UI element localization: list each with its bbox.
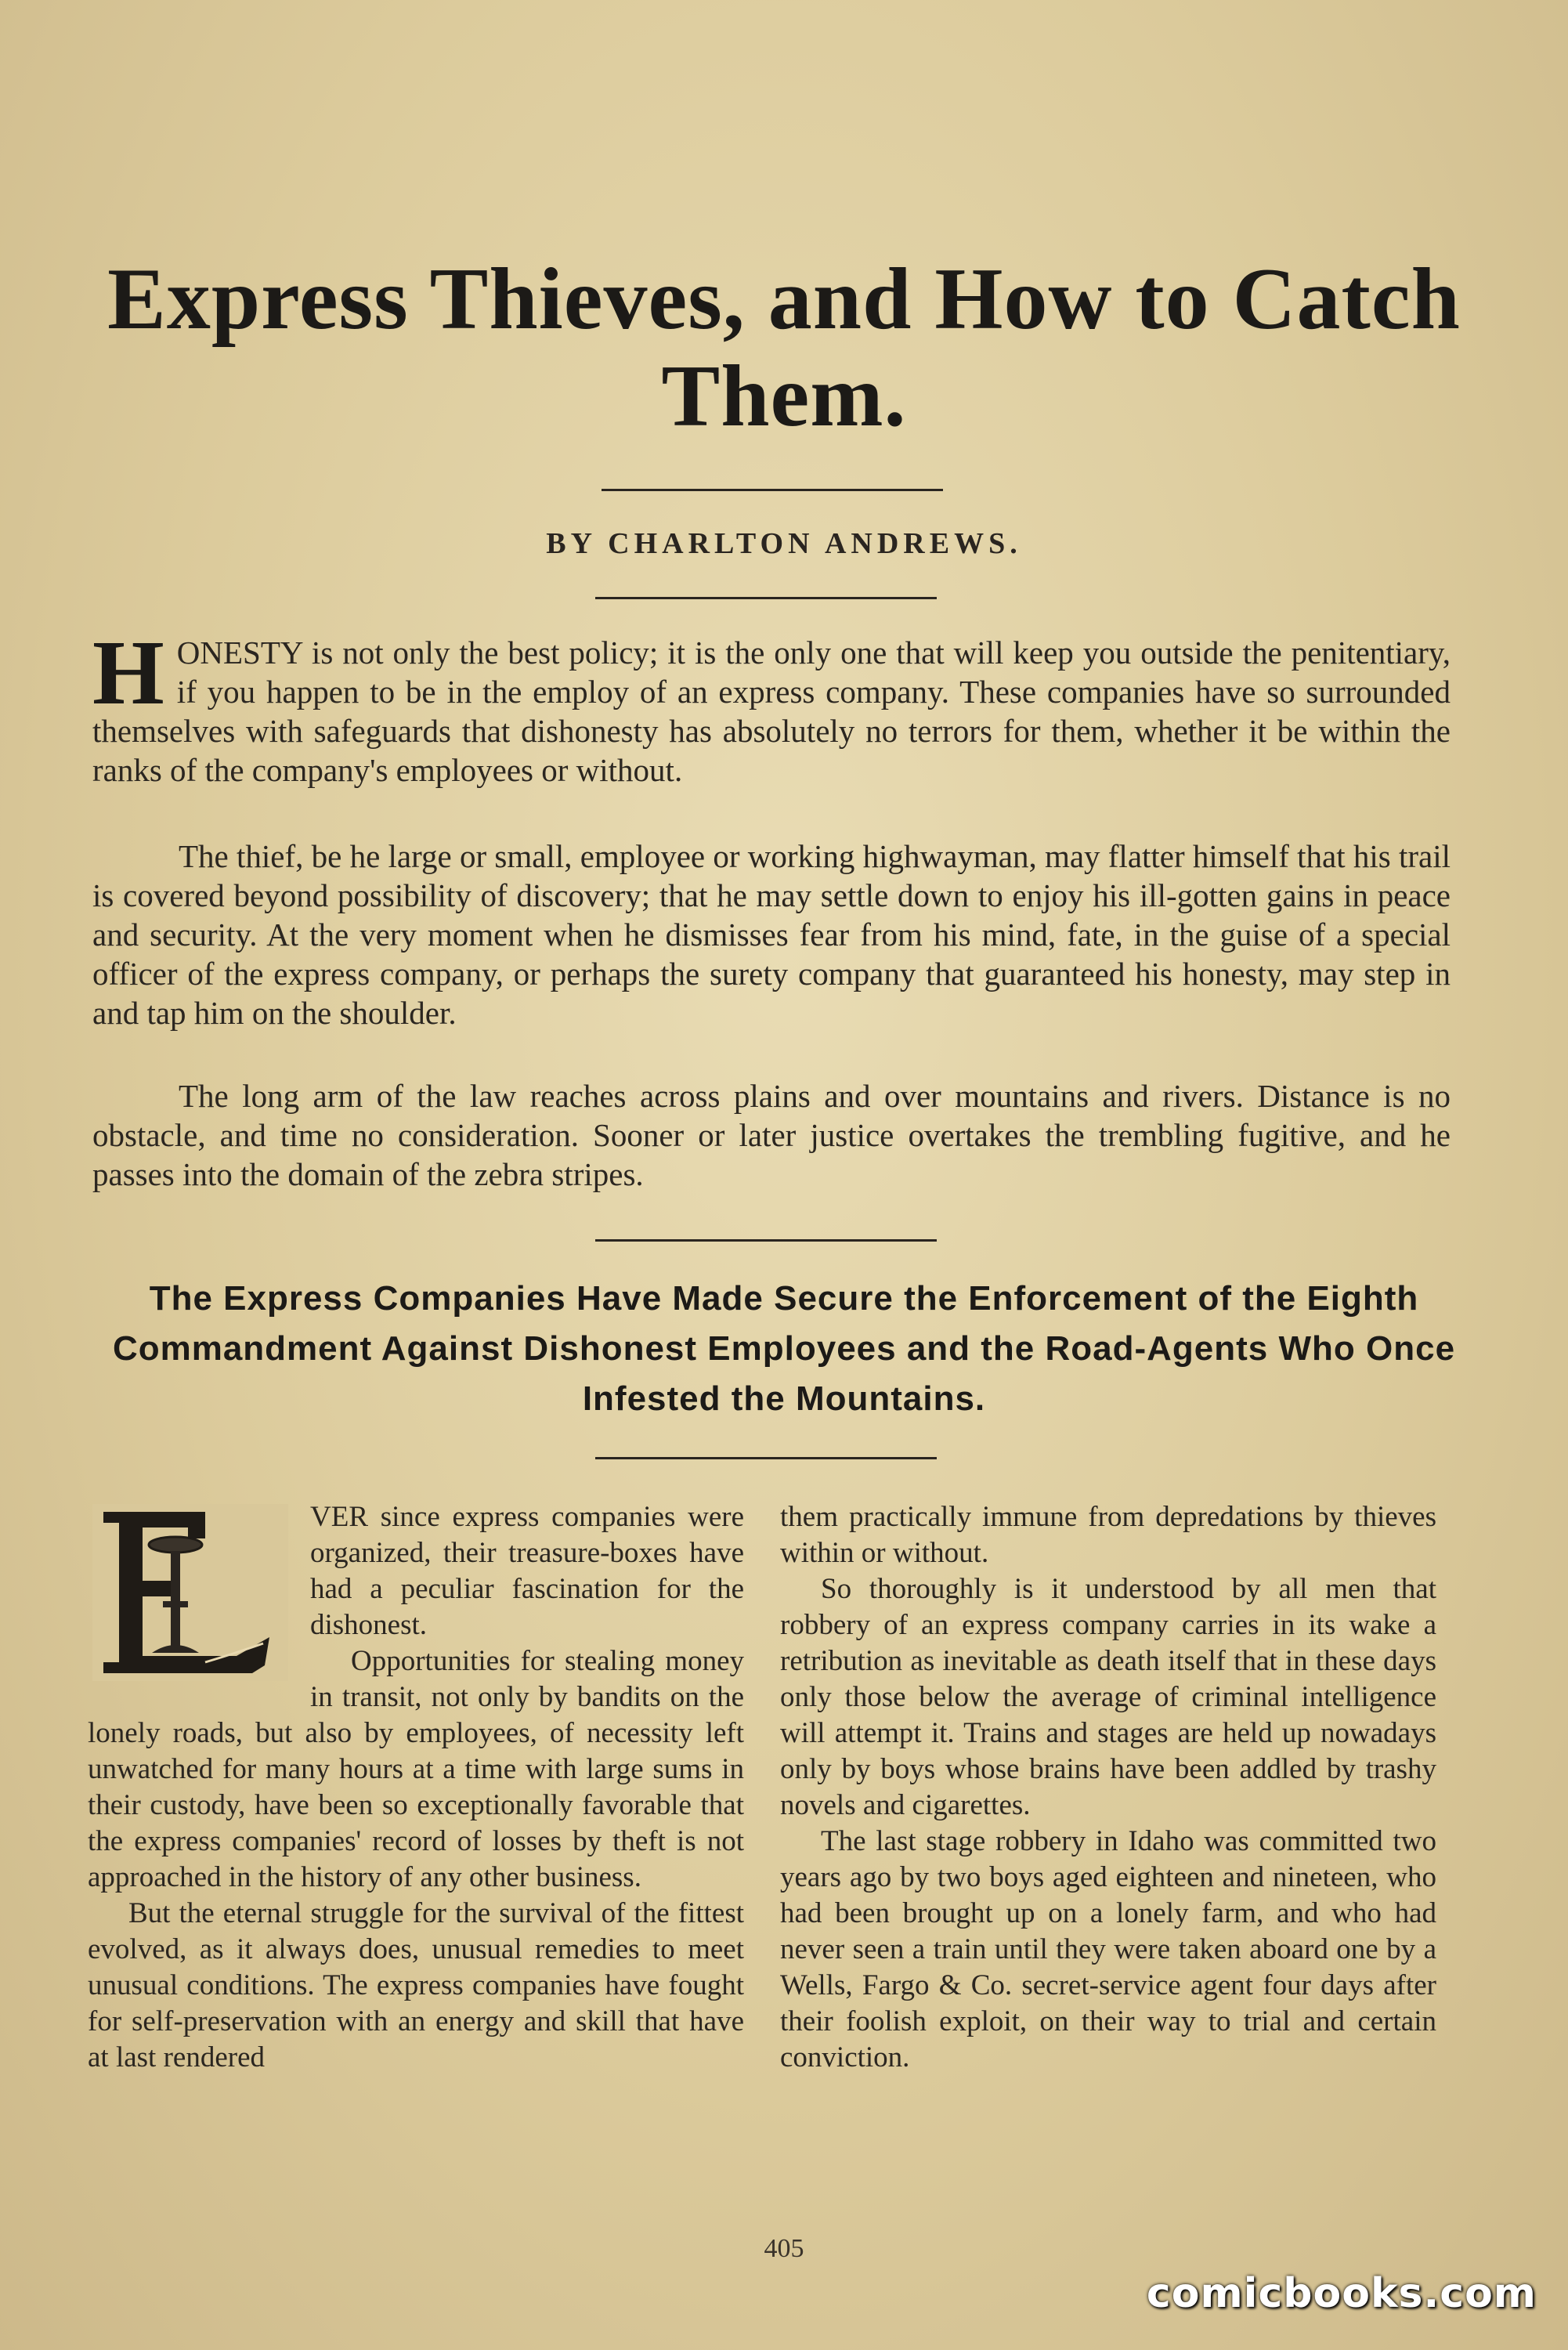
left-column-paragraph-2: Opportunities for stealing money in transit, not only by bandits on the lonely roads, but also by employees, of necessity left unwatched for many hours at a time with large sums in their custody, have been so exceptionally favorable that the express companies' record of losses by theft is not approached in the history of any other business. (88, 1645, 744, 1893)
title-rule (602, 489, 943, 491)
byline: BY CHARLTON ANDREWS. (546, 527, 1022, 560)
section-subheading: The Express Companies Have Made Secure the Enforcement of the Eighth Commandment Against Dishonest Employees and the Road-Agents Who Once Infested the Mountains. (112, 1279, 1456, 1418)
byline-rule (595, 597, 937, 599)
drop-cap-h: H (92, 621, 164, 724)
right-column-paragraph-3: The last stage robbery in Idaho was committed two years ago by two boys aged eighteen and nineteen, who had been brought up on a lonely farm, and who had never seen a train until they were taken aboard one by a Wells, Fargo & Co. secret-service agent four days after their foolish exploit, on their way to trial and certain conviction. (780, 1825, 1436, 2073)
section-rule-2 (595, 1457, 937, 1459)
section-rule-1 (595, 1239, 937, 1242)
watermark: comicbooks.com (1146, 2270, 1537, 2317)
right-column-paragraph-1: them practically immune from depredations by thieves within or without. (780, 1501, 1436, 1569)
article-title: Express Thieves, and How to Catch Them. (107, 251, 1461, 445)
left-column (88, 1499, 744, 2076)
ornamental-drop-cap-e-icon (88, 1499, 293, 1686)
page-number: 405 (764, 2234, 804, 2263)
left-column-paragraph-1: VER since express companies were organized, their treasure-boxes have had a peculiar fascination for the dishonest. (310, 1501, 744, 1641)
right-column-paragraph-2: So thoroughly is it understood by all men that robbery of an express company carries in its wake a retribution as inevitable as death itself that in these days only those below the average of criminal intelligence will attempt it. Trains and stages are held up nowadays only by boys whose brains have been addled by trashy novels and cigarettes. (780, 1573, 1436, 1821)
intro-paragraph-3: The long arm of the law reaches across plains and over mountains and rivers. Distance is no obstacle, and time no consideration. Sooner or later justice overtakes the trembling fugitive, and he passes into the domain of the zebra stripes. (92, 1078, 1451, 1192)
intro-paragraph-1 (92, 621, 1451, 790)
left-column-paragraph-3: But the eternal struggle for the survival of the fittest evolved, as it always does, unusual remedies to meet unusual conditions. The express companies have fought for self-preservation with an energy and skill that have at last rendered (88, 1897, 744, 2073)
intro-paragraph-2: The thief, be he large or small, employee or working highwayman, may flatter himself that his trail is covered beyond possibility of discovery; that he may settle down to enjoy his ill-gotten gains in peace and security. At the very moment when he dismisses fear from his mind, fate, in the guise of a special officer of the express company, or perhaps the surety company that guaranteed his honesty, may step in and tap him on the shoulder. (92, 838, 1451, 1031)
intro-paragraph-1-text: ONESTY is not only the best policy; it is the only one that will keep you outside the penitentiary, if you happen to be in the employ of an express company. These companies have so surrounded themselves with safeguards that dishonesty has absolutely no terrors for them, whether it be within the ranks of the company's employees or without. (92, 634, 1451, 788)
right-column (780, 1499, 1436, 2076)
